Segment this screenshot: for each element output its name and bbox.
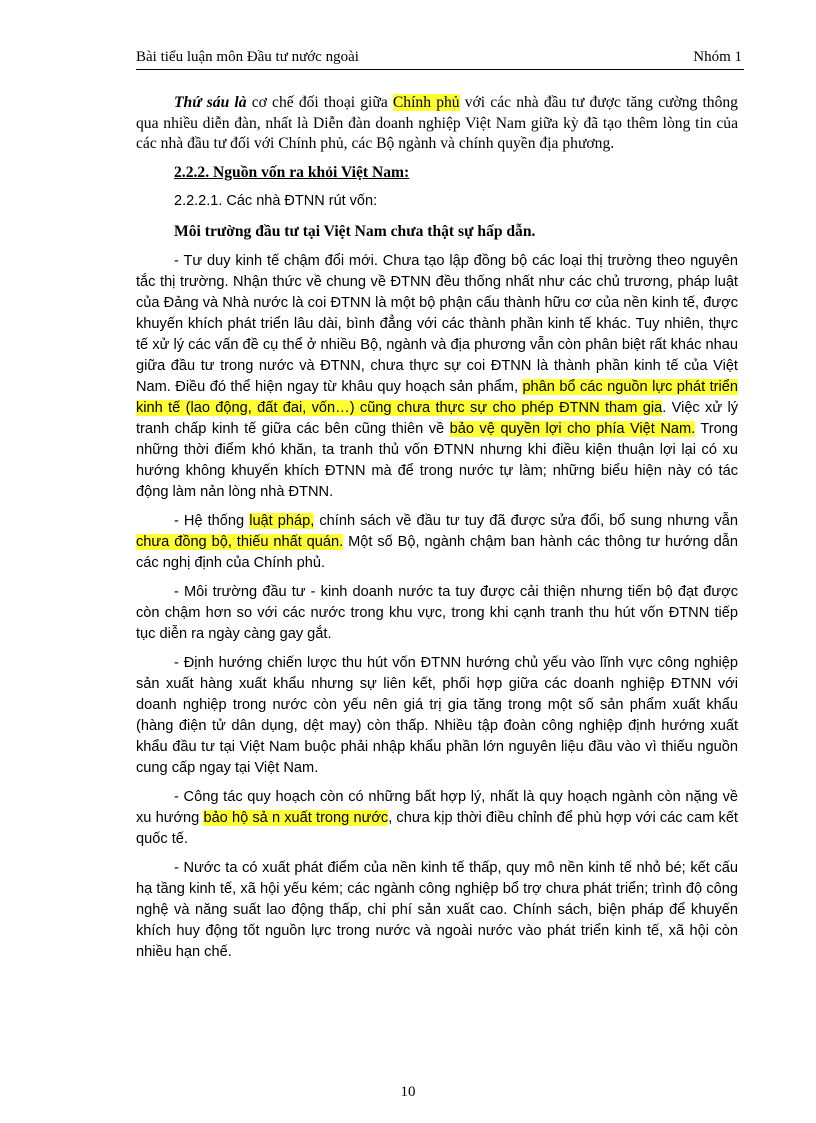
bold-statement: Môi trường đầu tư tại Việt Nam chưa thật sự hấp dẫn. (174, 222, 536, 240)
paragraph-business-environment: - Môi trường đầu tư - kinh doanh nước ta tuy được cải thiện nhưng tiến bộ đạt được còn chậm hơn so với các nước trong khu vực, trong khi cạnh tranh thu hút vốn ĐTNN tiếp tục diễn ra ngày càng gay gắt. (136, 583, 738, 642)
highlight-run: luật pháp, (249, 512, 315, 529)
highlight-run: chưa đồng bộ, thiếu nhất quán. (136, 533, 344, 550)
text-run: với các nhà đầu tư được tăng cường thông qua nhiều diễn đàn, nhất là Diễn đàn doanh nghiệp Việt Nam giữa kỳ đã tạo thêm lòng tin của các nhà đầu tư đối với Chính phủ, các Bộ ngành và chính quyền địa phương. (136, 94, 738, 153)
subsection-heading: 2.2.2.1. Các nhà ĐTNN rút vốn: (174, 193, 378, 210)
paragraph-economic-thinking (136, 251, 738, 503)
text-run: - Công tác quy hoạch còn có những bất hợp lý, nhất là quy hoạch ngành còn nặng về xu hướng (136, 788, 738, 826)
paragraph-legal-system (136, 511, 738, 574)
page-number: 10 (400, 1084, 416, 1100)
paragraph-planning (136, 787, 738, 850)
header-title: Bài tiểu luận môn Đầu tư nước ngoài (136, 49, 359, 65)
text-run: - Hệ thống (174, 512, 250, 529)
highlight-run: phân bổ các nguồn lực phát triển kinh tế (lao động, đất đai, vốn…) cũng chưa thực sự cho phép ĐTNN tham gia (136, 378, 738, 416)
highlight-run: Chính phủ (392, 94, 460, 111)
section-heading: 2.2.2. Nguồn vốn ra khỏi Việt Nam: (174, 163, 410, 181)
text-run: Trong những thời điểm khó khăn, ta tranh thủ vốn ĐTNN nhưng khi điều kiện thuận lợi lại có xu hướng không khuyến khích ĐTNN mà để trong nước tự làm; những biểu hiện này có tác động làm nản lòng nhà ĐTNN. (136, 420, 738, 500)
text-run: . Việc xử lý tranh chấp kinh tế giữa các bên cũng thiên về (136, 399, 738, 437)
page-body (136, 93, 738, 971)
paragraph-strategy: - Định hướng chiến lược thu hút vốn ĐTNN hướng chủ yếu vào lĩnh vực công nghiệp sản xuất hàng xuất khẩu nhưng sự liên kết, phối hợp giữa các doanh nghiệp ĐTNN với doanh nghiệp trong nước còn yếu nên giá trị gia tăng trong một số sản phẩm xuất khẩu (hàng điện tử dân dụng, dệt may) còn thấp. Nhiều tập đoàn công nghiệp định hướng xuất khẩu đầu tư tại Việt Nam buộc phải nhập khẩu phần lớn nguyên liệu đầu vào vì thiếu nguồn cung cấp ngay tại Việt Nam. (136, 654, 738, 776)
highlight-run: bảo vệ quyền lợi cho phía Việt Nam. (449, 420, 696, 437)
text-run: chính sách về đầu tư tuy đã được sửa đổi, bổ sung nhưng vẫn (314, 512, 738, 529)
paragraph-sixth-point (136, 93, 738, 155)
text-run: cơ chế đối thoại giữa (246, 94, 393, 111)
text-run: - Tư duy kinh tế chậm đổi mới. Chưa tạo lập đồng bộ các loại thị trường theo nguyên tắc thị trường. Nhận thức về chung về ĐTNN đều thống nhất như các chủ trương, pháp luật của Đảng và Nhà nước là coi ĐTNN là một bộ phận cấu thành hữu cơ của nền kinh tế, được khuyến khích phát triển lâu dài, bình đẳng với các thành phần kinh tế khác. Tuy nhiên, thực tế xử lý các vấn đề cụ thể ở nhiều Bộ, ngành và địa phương vẫn còn phân biệt rất khác nhau giữa đầu tư trong nước và ĐTNN, chưa thực sự coi ĐTNN là thành phần kinh tế của Việt Nam. Điều đó thể hiện ngay từ khâu quy hoạch sản phẩm, (136, 252, 738, 395)
text-run: Một số Bộ, ngành chậm ban hành các thông tư hướng dẫn các nghị định của Chính phủ. (136, 533, 738, 571)
paragraph-lead: Thứ sáu là (174, 94, 247, 111)
highlight-run: bảo hộ sả n xuất trong nước (203, 809, 389, 826)
header-group: Nhóm 1 (693, 49, 742, 65)
page-header (136, 43, 744, 70)
paragraph-starting-point: - Nước ta có xuất phát điểm của nền kinh tế thấp, quy mô nền kinh tế nhỏ bé; kết cấu hạ tầng kinh tế, xã hội yếu kém; các ngành công nghiệp bổ trợ chưa phát triển; trình độ công nghệ và năng suất lao động thấp, chi phí sản xuất cao. Chính sách, biện pháp để khuyến khích huy động tốt nguồn lực trong nước và ngoài nước vào phát triển kinh tế, xã hội còn nhiều hạn chế. (136, 859, 738, 960)
text-run: , chưa kịp thời điều chỉnh để phù hợp với các cam kết quốc tế. (136, 809, 738, 847)
